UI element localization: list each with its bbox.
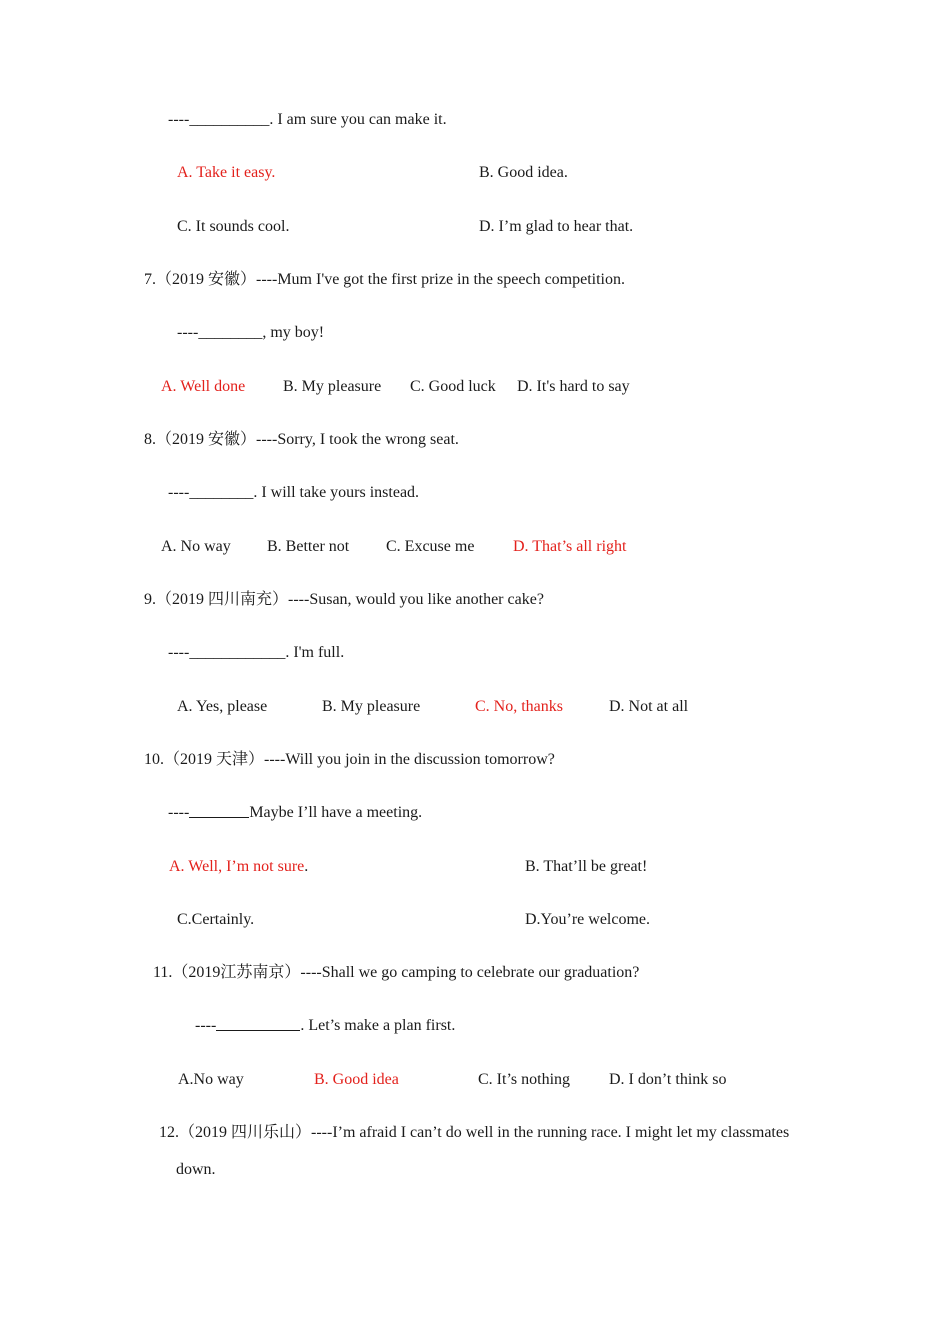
q7-reply: ----________, my boy! bbox=[177, 324, 325, 341]
q12-stem-continued: down. bbox=[176, 1161, 216, 1178]
q8-option-a[interactable]: A. No way bbox=[161, 538, 231, 555]
q8-stem: 8.（2019 安徽）----Sorry, I took the wrong seat. bbox=[144, 431, 459, 448]
q11-reply-prefix: ---- bbox=[195, 1017, 217, 1034]
q11-reply bbox=[195, 1016, 455, 1036]
q10-option-c[interactable]: C.Certainly. bbox=[177, 911, 255, 928]
q11-option-b[interactable]: B. Good idea bbox=[314, 1071, 399, 1088]
q6-option-d[interactable]: D. I’m glad to hear that. bbox=[479, 218, 634, 235]
q6-option-b[interactable]: B. Good idea. bbox=[479, 164, 568, 181]
q8-option-d[interactable]: D. That’s all right bbox=[513, 538, 627, 555]
q11-stem: 11.（2019江苏南京）----Shall we go camping to celebrate our graduation? bbox=[153, 964, 640, 981]
q11-option-c[interactable]: C. It’s nothing bbox=[478, 1071, 571, 1088]
q11-option-a[interactable]: A.No way bbox=[178, 1071, 244, 1088]
q7-option-b[interactable]: B. My pleasure bbox=[283, 378, 382, 395]
q10-option-a-period: . bbox=[304, 858, 309, 875]
q9-option-a[interactable]: A. Yes, please bbox=[177, 698, 268, 715]
q10-stem: 10.（2019 天津）----Will you join in the discussion tomorrow? bbox=[144, 751, 555, 768]
q8-reply: ----________. I will take yours instead. bbox=[168, 484, 420, 501]
q7-stem: 7.（2019 安徽）----Mum I've got the first prize in the speech competition. bbox=[144, 271, 625, 288]
q9-option-c[interactable]: C. No, thanks bbox=[475, 698, 563, 715]
q9-stem: 9.（2019 四川南充）----Susan, would you like another cake? bbox=[144, 591, 544, 608]
q10-reply-prefix: ---- bbox=[168, 804, 190, 821]
q9-reply: ----____________. I'm full. bbox=[168, 644, 345, 661]
q10-option-a-text: A. Well, I’m not sure bbox=[169, 858, 305, 875]
q8-option-b[interactable]: B. Better not bbox=[267, 538, 350, 555]
q10-reply-suffix: Maybe I’ll have a meeting. bbox=[249, 804, 423, 821]
q6-option-c[interactable]: C. It sounds cool. bbox=[177, 218, 290, 235]
q8-option-c[interactable]: C. Excuse me bbox=[386, 538, 475, 555]
q10-option-a[interactable] bbox=[169, 857, 308, 877]
q10-option-d[interactable]: D.You’re welcome. bbox=[525, 911, 651, 928]
q10-answer-blank bbox=[189, 803, 249, 818]
q11-option-d[interactable]: D. I don’t think so bbox=[609, 1071, 727, 1088]
q7-option-d[interactable]: D. It's hard to say bbox=[517, 378, 630, 395]
q7-option-a[interactable]: A. Well done bbox=[161, 378, 246, 395]
q9-option-d[interactable]: D. Not at all bbox=[609, 698, 689, 715]
q12-stem: 12.（2019 四川乐山）----I’m afraid I can’t do well in the running race. I might let my classmates bbox=[159, 1124, 790, 1141]
q10-option-b[interactable]: B. That’ll be great! bbox=[525, 858, 648, 875]
q9-option-b[interactable]: B. My pleasure bbox=[322, 698, 421, 715]
q11-answer-blank bbox=[216, 1016, 300, 1031]
q11-reply-suffix: . Let’s make a plan first. bbox=[300, 1017, 456, 1034]
q6-option-a[interactable]: A. Take it easy. bbox=[177, 164, 276, 181]
q7-option-c[interactable]: C. Good luck bbox=[410, 378, 496, 395]
q10-reply bbox=[168, 803, 422, 823]
q6-reply: ----__________. I am sure you can make it. bbox=[168, 111, 447, 128]
